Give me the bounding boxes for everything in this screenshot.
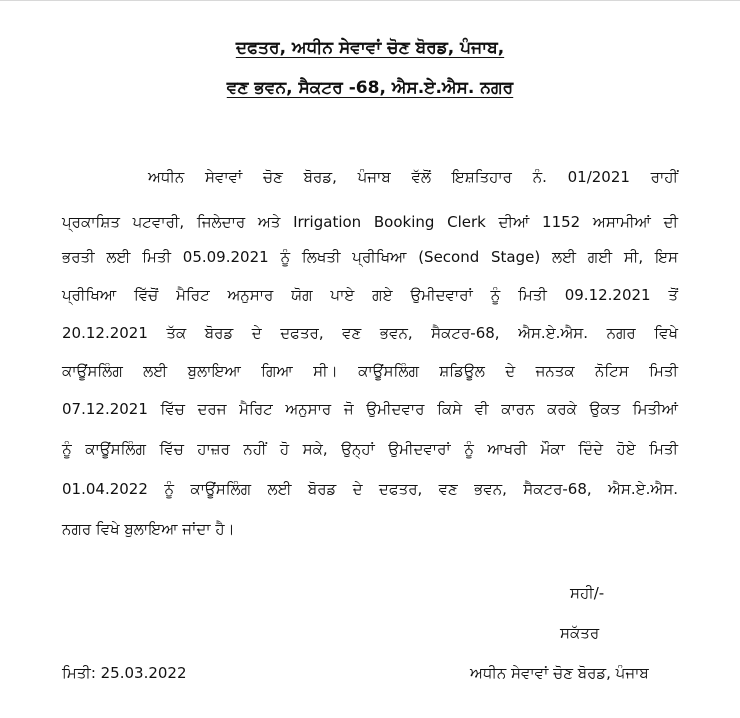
body-line-8: ਨੂੰ ਕਾਊਂਸਲਿੰਗ ਵਿੱਚ ਹਾਜ਼ਰ ਨਹੀਂ ਹੋ ਸਕੇ, ਉਨ੍ਹਾਂ ਉਮੀਦਵਾਰਾਂ ਨੂੰ ਆਖਰੀ ਮੌਕਾ ਦਿੰਦੇ ਹੋਏ ਮਿਤੀ [62, 440, 678, 458]
body-line-7: 07.12.2021 ਵਿੱਚ ਦਰਜ ਮੈਰਿਟ ਅਨੁਸਾਰ ਜੋ ਉਮੀਦਵਾਰ ਕਿਸੇ ਵੀ ਕਾਰਨ ਕਰਕੇ ਉਕਤ ਮਿਤੀਆਂ [62, 400, 678, 418]
notice-date: ਮਿਤੀ: 25.03.2022 [62, 664, 187, 682]
body-line-9: 01.04.2022 ਨੂੰ ਕਾਊਂਸਲਿੰਗ ਲਈ ਬੋਰਡ ਦੇ ਦਫਤਰ, ਵਣ ਭਵਨ, ਸੈਕਟਰ-68, ਐਸ.ਏ.ਐਸ. [62, 480, 678, 498]
signatory-office: ਅਧੀਨ ਸੇਵਾਵਾਂ ਚੋਣ ਬੋਰਡ, ਪੰਜਾਬ [470, 664, 649, 682]
body-line-1: ਅਧੀਨ ਸੇਵਾਵਾਂ ਚੋਣ ਬੋਰਡ, ਪੰਜਾਬ ਵੱਲੋਂ ਇਸ਼ਤਿਹਾਰ ਨੰ. 01/2021 ਰਾਹੀਂ [148, 168, 678, 186]
top-border [0, 0, 740, 1]
signatory-designation: ਸਕੱਤਰ [560, 624, 600, 642]
body-line-2: ਪ੍ਰਕਾਸ਼ਿਤ ਪਟਵਾਰੀ, ਜਿਲੇਦਾਰ ਅਤੇ Irrigation Booking Clerk ਦੀਆਂ 1152 ਅਸਾਮੀਆਂ ਦੀ [62, 213, 678, 231]
body-line-3: ਭਰਤੀ ਲਈ ਮਿਤੀ 05.09.2021 ਨੂੰ ਲਿਖਤੀ ਪ੍ਰੀਖਿਆ (Second Stage) ਲਈ ਗਈ ਸੀ, ਇਸ [62, 248, 678, 266]
signed-mark: ਸਹੀ/- [570, 584, 605, 602]
body-line-10: ਨਗਰ ਵਿਖੇ ਬੁਲਾਇਆ ਜਾਂਦਾ ਹੈ। [62, 520, 235, 538]
office-heading: ਦਫਤਰ, ਅਧੀਨ ਸੇਵਾਵਾਂ ਚੋਣ ਬੋਰਡ, ਪੰਜਾਬ, [235, 38, 505, 58]
body-line-5: 20.12.2021 ਤੱਕ ਬੋਰਡ ਦੇ ਦਫਤਰ, ਵਣ ਭਵਨ, ਸੈਕਟਰ-68, ਐਸ.ਏ.ਐਸ. ਨਗਰ ਵਿਖੇ [62, 324, 678, 342]
office-address-heading: ਵਣ ਭਵਨ, ਸੈਕਟਰ -68, ਐਸ.ਏ.ਐਸ. ਨਗਰ [226, 78, 514, 98]
body-line-6: ਕਾਊਂਸਲਿੰਗ ਲਈ ਬੁਲਾਇਆ ਗਿਆ ਸੀ। ਕਾਊਂਸਲਿੰਗ ਸ਼ਡਿਊਲ ਦੇ ਜਨਤਕ ਨੋਟਿਸ ਮਿਤੀ [62, 362, 678, 380]
body-line-4: ਪ੍ਰੀਖਿਆ ਵਿੱਚੋਂ ਮੈਰਿਟ ਅਨੁਸਾਰ ਯੋਗ ਪਾਏ ਗਏ ਉਮੀਦਵਾਰਾਂ ਨੂੰ ਮਿਤੀ 09.12.2021 ਤੋਂ [62, 286, 678, 304]
